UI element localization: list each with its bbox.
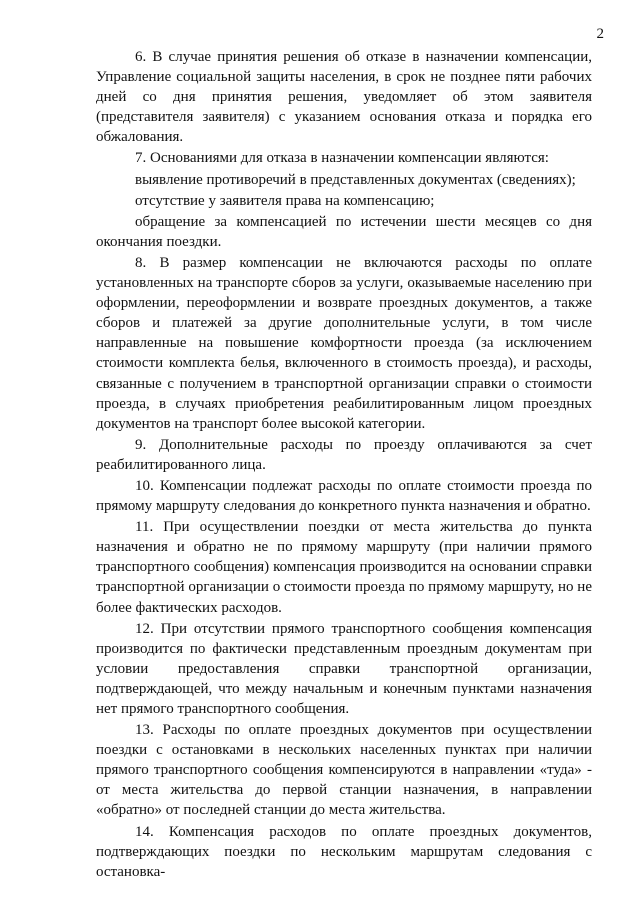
paragraph-11: 11. При осуществлении поездки от места жительства до пункта назначения и обратно не по прямому маршруту (при наличии прямого транспортного сообщения) компенсация производится на основании справки транспортной организации о стоимости проезда по прямому маршруту, но не более фактических расходов. [96,519,592,616]
paragraph-7-item-3: обращение за компенсацией по истечении шести месяцев со дня окончания поездки. [96,213,592,250]
paragraph-7: 7. Основаниями для отказа в назначении компенсации являются: [135,150,549,167]
paragraph-10: 10. Компенсации подлежат расходы по оплате стоимости проезда по прямому маршруту следования до конкретного пункта назначения и обратно. [96,477,592,515]
paragraph-12: 12. При отсутствии прямого транспортного сообщения компенсация производится по фактически представленным проездным документам при условии предоставления справки транспортной организации, подтверждающей, что между начальным и конечным пунктами назначения нет прямого транспортного сообщения. [96,620,592,717]
paragraph-9: 9. Дополнительные расходы по проезду оплачиваются за счет реабилитированного лица. [96,436,592,473]
paragraph-13: 13. Расходы по оплате проездных документов при осуществлении поездки с остановками в нескольких населенных пунктах при наличии прямого транспортного сообщения компенсируются в направлении «туда» - от места жительства до первой станции назначения, в направлении «обратно» от последней станции до места жительства. [96,722,592,819]
document-body [96,47,592,883]
paragraph-14: 14. Компенсация расходов по оплате проездных документов, подтверждающих поездки по нескольким маршрутам следования с остановка- [96,823,592,880]
page-number: 2 [596,26,604,42]
paragraph-7-item-1: выявление противоречий в представленных документах (сведениях); [135,171,576,188]
paragraph-7-item-2: отсутствие у заявителя права на компенсацию; [135,192,435,209]
paragraph-8: 8. В размер компенсации не включаются расходы по оплате установленных на транспорте сборов за услуги, оказываемые населению при оформлении, переоформлении и возврате проездных документов, а также сборов и платежей за другие дополнительные услуги, в том числе направленные на повышение комфортности проезда (за исключением стоимости комплекта белья, включенного в стоимость проезда), и расходы, связанные с получением в транспортной организации справки о стоимости проезда, в случаях приобретения реабилитированным лицом проездных документов на транспорт более высокой категории. [96,254,592,432]
paragraph-6: 6. В случае принятия решения об отказе в назначении компенсации, Управление социальной защиты населения, в срок не позднее пяти рабочих дней со дня принятия решения, уведомляет об этом заявителя (представителя заявителя) с указанием основания отказа и порядка его обжалования. [96,49,592,146]
